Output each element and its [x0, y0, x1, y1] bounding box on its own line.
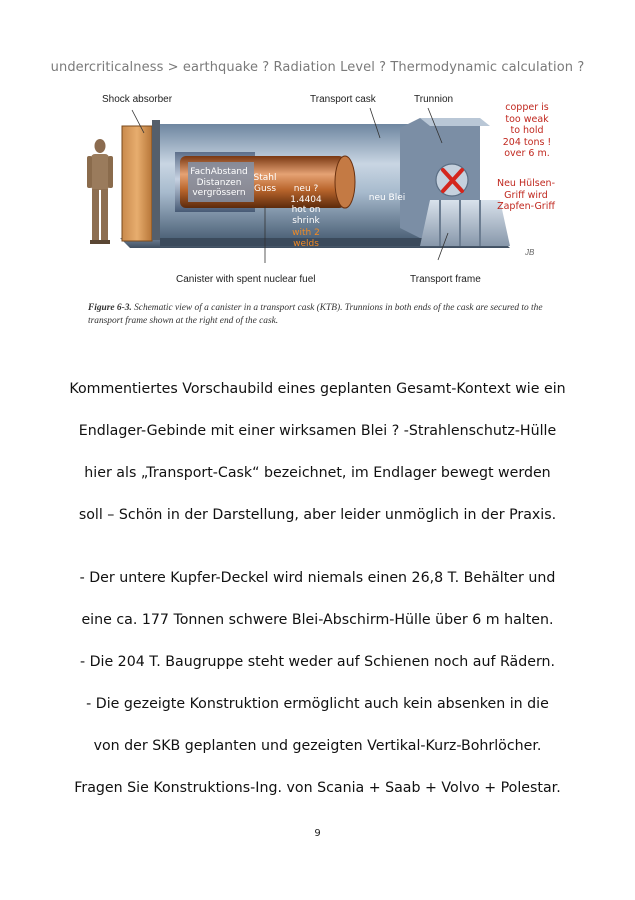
copper-note-line: too weak [505, 113, 549, 125]
label-transport-frame: Transport frame [410, 274, 481, 285]
neu-blei-label: neu Blei [368, 193, 406, 203]
griff-note-line: Zapfen-Griff [497, 201, 555, 212]
paragraph-line: - Die 204 T. Baugruppe steht weder auf Schienen noch auf Rädern. [79, 654, 556, 670]
welds-line: welds [293, 238, 319, 249]
paragraph-line: Fragen Sie Konstruktions-Ing. von Scania + Saab + Volvo + Polestar. [74, 780, 561, 796]
welds-line: with 2 [292, 228, 320, 238]
copper-note-line: 204 tons ! [502, 136, 552, 148]
fachabstand-line: Distanzen [196, 177, 242, 188]
stahl-line: Stahl [253, 173, 277, 183]
paragraph-line: von der SKB geplanten und gezeigten Vertikal-Kurz-Bohrlöcher. [93, 738, 542, 754]
person-figure [87, 139, 113, 244]
paragraph-line: - Der untere Kupfer-Deckel wird niemals einen 26,8 T. Behälter und [79, 570, 556, 586]
paragraph-line: Kommentiertes Vorschaubild eines geplanten Gesamt-Kontext wie ein [69, 381, 566, 397]
caption-label: Figure 6-3. [88, 303, 132, 313]
page-number: 9 [314, 828, 321, 839]
label-shock-absorber: Shock absorber [102, 94, 173, 105]
shock-absorber-shape [122, 126, 152, 241]
paragraph-line: - Die gezeigte Konstruktion ermöglicht auch kein absenken in die [86, 696, 549, 712]
neu-steel-line: shrink [292, 215, 320, 226]
griff-note [494, 178, 558, 213]
paragraph-line: eine ca. 177 Tonnen schwere Blei-Abschirm-Hülle über 6 m halten. [81, 612, 554, 628]
stahl-label [248, 173, 282, 194]
fachabstand-line: FachAbstand [190, 167, 248, 177]
neu-steel-label [284, 184, 328, 226]
neu-steel-line: 1.4404 [290, 194, 322, 205]
griff-note-line: Griff wird [504, 189, 548, 201]
copper-note-line: to hold [510, 125, 544, 136]
label-canister: Canister with spent nuclear fuel [176, 274, 316, 285]
label-transport-cask: Transport cask [310, 94, 376, 105]
copper-note-line: copper is [505, 102, 549, 113]
welds-label [284, 228, 328, 249]
copper-note-line: over 6 m. [504, 148, 550, 159]
figure-caption [88, 302, 558, 328]
cask-figure [80, 88, 558, 303]
label-trunnion: Trunnion [414, 94, 454, 105]
neu-steel-line: hot on [291, 205, 321, 215]
signature-mark: JB [525, 248, 535, 257]
fachabstand-line: vergrössern [192, 188, 246, 198]
neu-steel-line: neu ? [293, 184, 319, 194]
stahl-line: Guss [253, 183, 277, 194]
fachabstand-label [186, 167, 252, 199]
griff-note-line: Neu Hülsen- [496, 178, 556, 189]
paragraph-line: soll – Schön in der Darstellung, aber leider unmöglich in der Praxis. [78, 507, 557, 523]
paragraph-line: Endlager-Gebinde mit einer wirksamen Blei ? -Strahlenschutz-Hülle [78, 423, 557, 439]
paragraph-line: hier als „Transport-Cask“ bezeichnet, im Endlager bewegt werden [84, 465, 551, 481]
header-questions: undercriticalness > earthquake ? Radiation Level ? Thermodynamic calculation ? [50, 60, 585, 75]
caption-text: Schematic view of a canister in a transport cask (KTB). Trunnions in both ends of the cask are secured to the transport frame shown at the right end of the cask. [88, 303, 543, 326]
copper-note [498, 102, 556, 160]
